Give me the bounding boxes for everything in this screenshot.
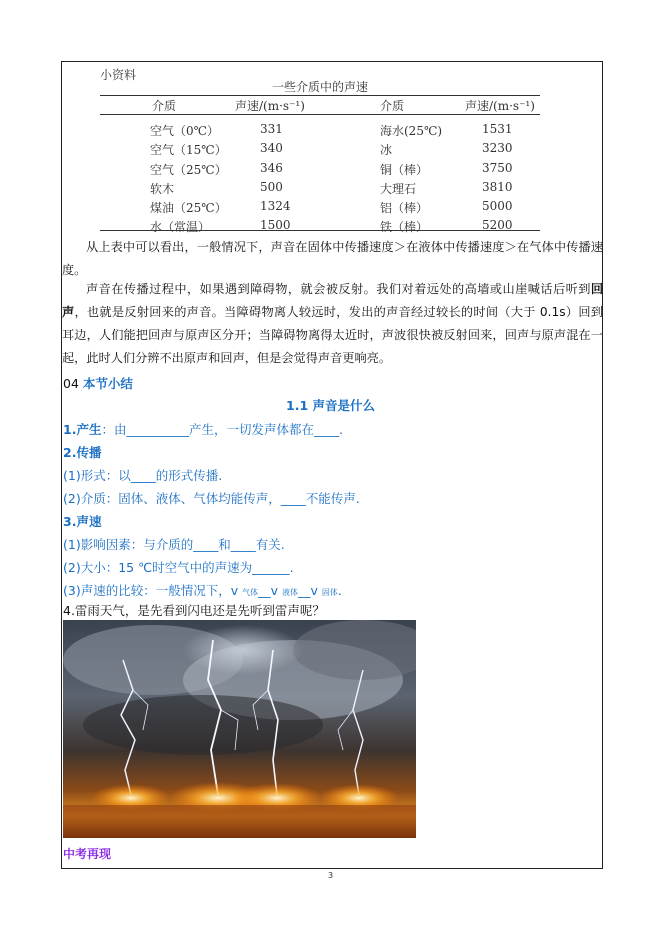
table-body (100, 122, 540, 238)
table-top-rule (100, 95, 540, 96)
exam-review-heading: 中考再现 (63, 847, 112, 861)
table-cell: 3230 (482, 141, 513, 156)
table-cell: 3810 (482, 179, 513, 194)
paragraph-text: 从上表中可以看出，一般情况下，声音在固体中传播速度＞在液体中传播速度＞在气体中传播速度。 (62, 240, 603, 277)
table-cell: 煤油（25℃） (150, 201, 227, 216)
summary-line: (2)大小：15 ℃时空气中的声速为______. (63, 560, 294, 575)
table-cell: 346 (260, 160, 283, 175)
table-cell: 大理石 (380, 181, 417, 196)
table-title: 一些介质中的声速 (271, 80, 368, 94)
table-cell: 5200 (482, 218, 513, 233)
summary-subtitle: 1.1 声音是什么 (286, 398, 375, 413)
lightning-photo (63, 620, 416, 838)
summary-line: (2)介质：固体、液体、气体均能传声，____不能传声. (63, 491, 360, 506)
table-label: 小资料 (100, 68, 137, 82)
table-bottom-rule (100, 230, 540, 231)
section-title: 04 本节小结 (63, 376, 133, 391)
table-row (100, 180, 540, 199)
table-header (100, 97, 540, 113)
table-cell: 1500 (260, 218, 291, 233)
table-cell: 1324 (260, 199, 291, 214)
table-cell: 铜（棒） (380, 162, 429, 177)
table-row (100, 141, 540, 160)
header-speed-1: 声速/(m·s⁻¹) (235, 99, 305, 113)
table-cell: 1531 (482, 122, 513, 136)
table-cell: 铝（棒） (380, 201, 429, 216)
table-cell: 500 (260, 179, 283, 194)
paragraph-echo (62, 278, 603, 370)
paragraph-text: 声音在传播过程中，如果遇到障碍物，就会被反射。我们对着远处的高墙或山崖喊话后听到 (86, 282, 591, 296)
summary-question: 4.雷雨天气，是先看到闪电还是先听到雷声呢？ (63, 603, 325, 618)
paragraph-speed-comparison (62, 236, 603, 282)
table-row (100, 199, 540, 218)
header-medium-1: 介质 (152, 99, 177, 113)
table-cell: 冰 (380, 143, 393, 158)
lightning-storm-image (63, 620, 416, 838)
table-row (100, 161, 540, 180)
table-cell: 软木 (150, 181, 175, 196)
table-cell: 水（常温） (150, 220, 211, 235)
summary-item-production: 1.产生：由__________产生，一切发声体都在____. (63, 422, 343, 437)
table-cell: 空气（25℃） (150, 162, 227, 177)
table-cell: 空气（15℃） (150, 143, 227, 158)
table-cell: 海水(25℃) (380, 124, 443, 138)
summary-item-propagation: 2.传播 (63, 445, 102, 460)
paragraph-text: ，也就是反射回来的声音。当障碍物离人较远时，发出的声音经过较长的时间（大于 0.1s）回到耳边，人们能把回声与原声区分开；当障碍物离得太近时，声波很快被反射回来，回声与原声混在一起，此时人们分辨不出原声和回声，但是会觉得声音更响亮。 (62, 305, 603, 365)
summary-line-speed-compare: (3)声速的比较：一般情况下，v 气体__v 液体__v 固体. (63, 583, 342, 598)
table-cell: 3750 (482, 160, 513, 175)
table-cell: 空气（0℃） (150, 124, 220, 138)
table-cell: 5000 (482, 199, 513, 214)
table-row (100, 218, 540, 237)
header-medium-2: 介质 (380, 99, 405, 113)
table-row (100, 122, 540, 141)
speed-table (100, 64, 540, 236)
header-speed-2: 声速/(m·s⁻¹) (465, 99, 535, 113)
summary-item-speed: 3.声速 (63, 514, 102, 529)
table-cell: 铁（棒） (380, 220, 429, 235)
table-cell: 331 (260, 122, 283, 136)
page-number: 3 (327, 871, 334, 880)
table-header-rule (100, 114, 540, 115)
summary-line: (1)形式：以____的形式传播. (63, 468, 223, 483)
echo-term: 回声 (62, 282, 603, 319)
table-cell: 340 (260, 141, 283, 156)
summary-line: (1)影响因素：与介质的____和____有关. (63, 537, 285, 552)
